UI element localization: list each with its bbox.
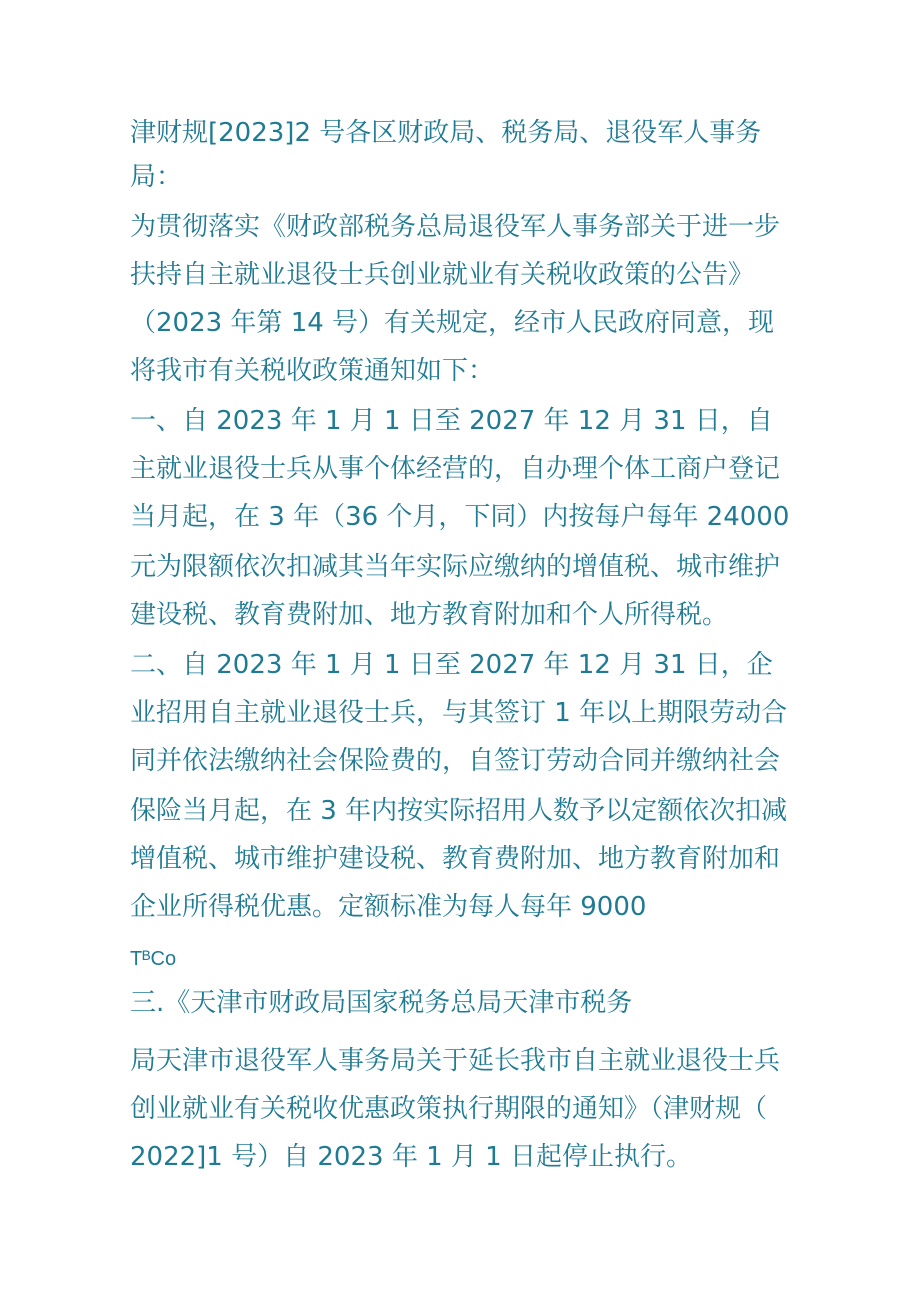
text-line: 建设税、教育费附加、地方教育附加和个人所得税。 [130, 600, 729, 630]
text-line: 扶持自主就业退役士兵创业就业有关税收政策的公告》 [130, 260, 755, 290]
text-line: 主就业退役士兵从事个体经营的，自办理个体工商户登记 [130, 454, 781, 484]
text-line: 保险当月起，在 3 年内按实际招用人数予以定额依次扣减 [130, 796, 788, 826]
text-line: 三.《天津市财政局国家税务总局天津市税务 [130, 988, 633, 1018]
text-line: 同并依法缴纳社会保险费的，自签订劳动合同并缴纳社会 [130, 746, 781, 776]
text-line: （2023 年第 14 号）有关规定，经市人民政府同意，现 [130, 308, 775, 338]
text-line: 一、自 2023 年 1 月 1 日至 2027 年 12 月 31 日，自 [130, 406, 773, 436]
text-line: 企业所得税优惠。定额标准为每人每年 9000 [130, 892, 647, 922]
text-line: 创业就业有关税收优惠政策执行期限的通知》（津财规（ [130, 1094, 768, 1124]
text-line: 当月起，在 3 年（36 个月，下同）内按每户每年 24000 [130, 502, 790, 532]
text-line: 增值税、城市维护建设税、教育费附加、地方教育附加和 [130, 844, 781, 874]
text-line: 元为限额依次扣减其当年实际应缴纳的增值税、城市维护 [130, 552, 781, 582]
text-line: 将我市有关税收政策通知如下： [130, 356, 495, 386]
text-line: 为贯彻落实《财政部税务总局退役军人事务部关于进一步 [130, 212, 781, 242]
text-line: 二、自 2023 年 1 月 1 日至 2027 年 12 月 31 日，企 [130, 650, 773, 680]
text-line: 局： [130, 162, 183, 192]
text-line: 2022]1 号）自 2023 年 1 月 1 日起停止执行。 [130, 1142, 692, 1172]
text-line: 局天津市退役军人事务局关于延长我市自主就业退役士兵 [130, 1046, 781, 1076]
text-line: 业招用自主就业退役士兵，与其签订 1 年以上期限劳动合 [130, 698, 788, 728]
text-line: 津财规[2023]2 号各区财政局、税务局、退役军人事务 [130, 118, 762, 148]
note-text: TᴮCo [130, 948, 177, 970]
